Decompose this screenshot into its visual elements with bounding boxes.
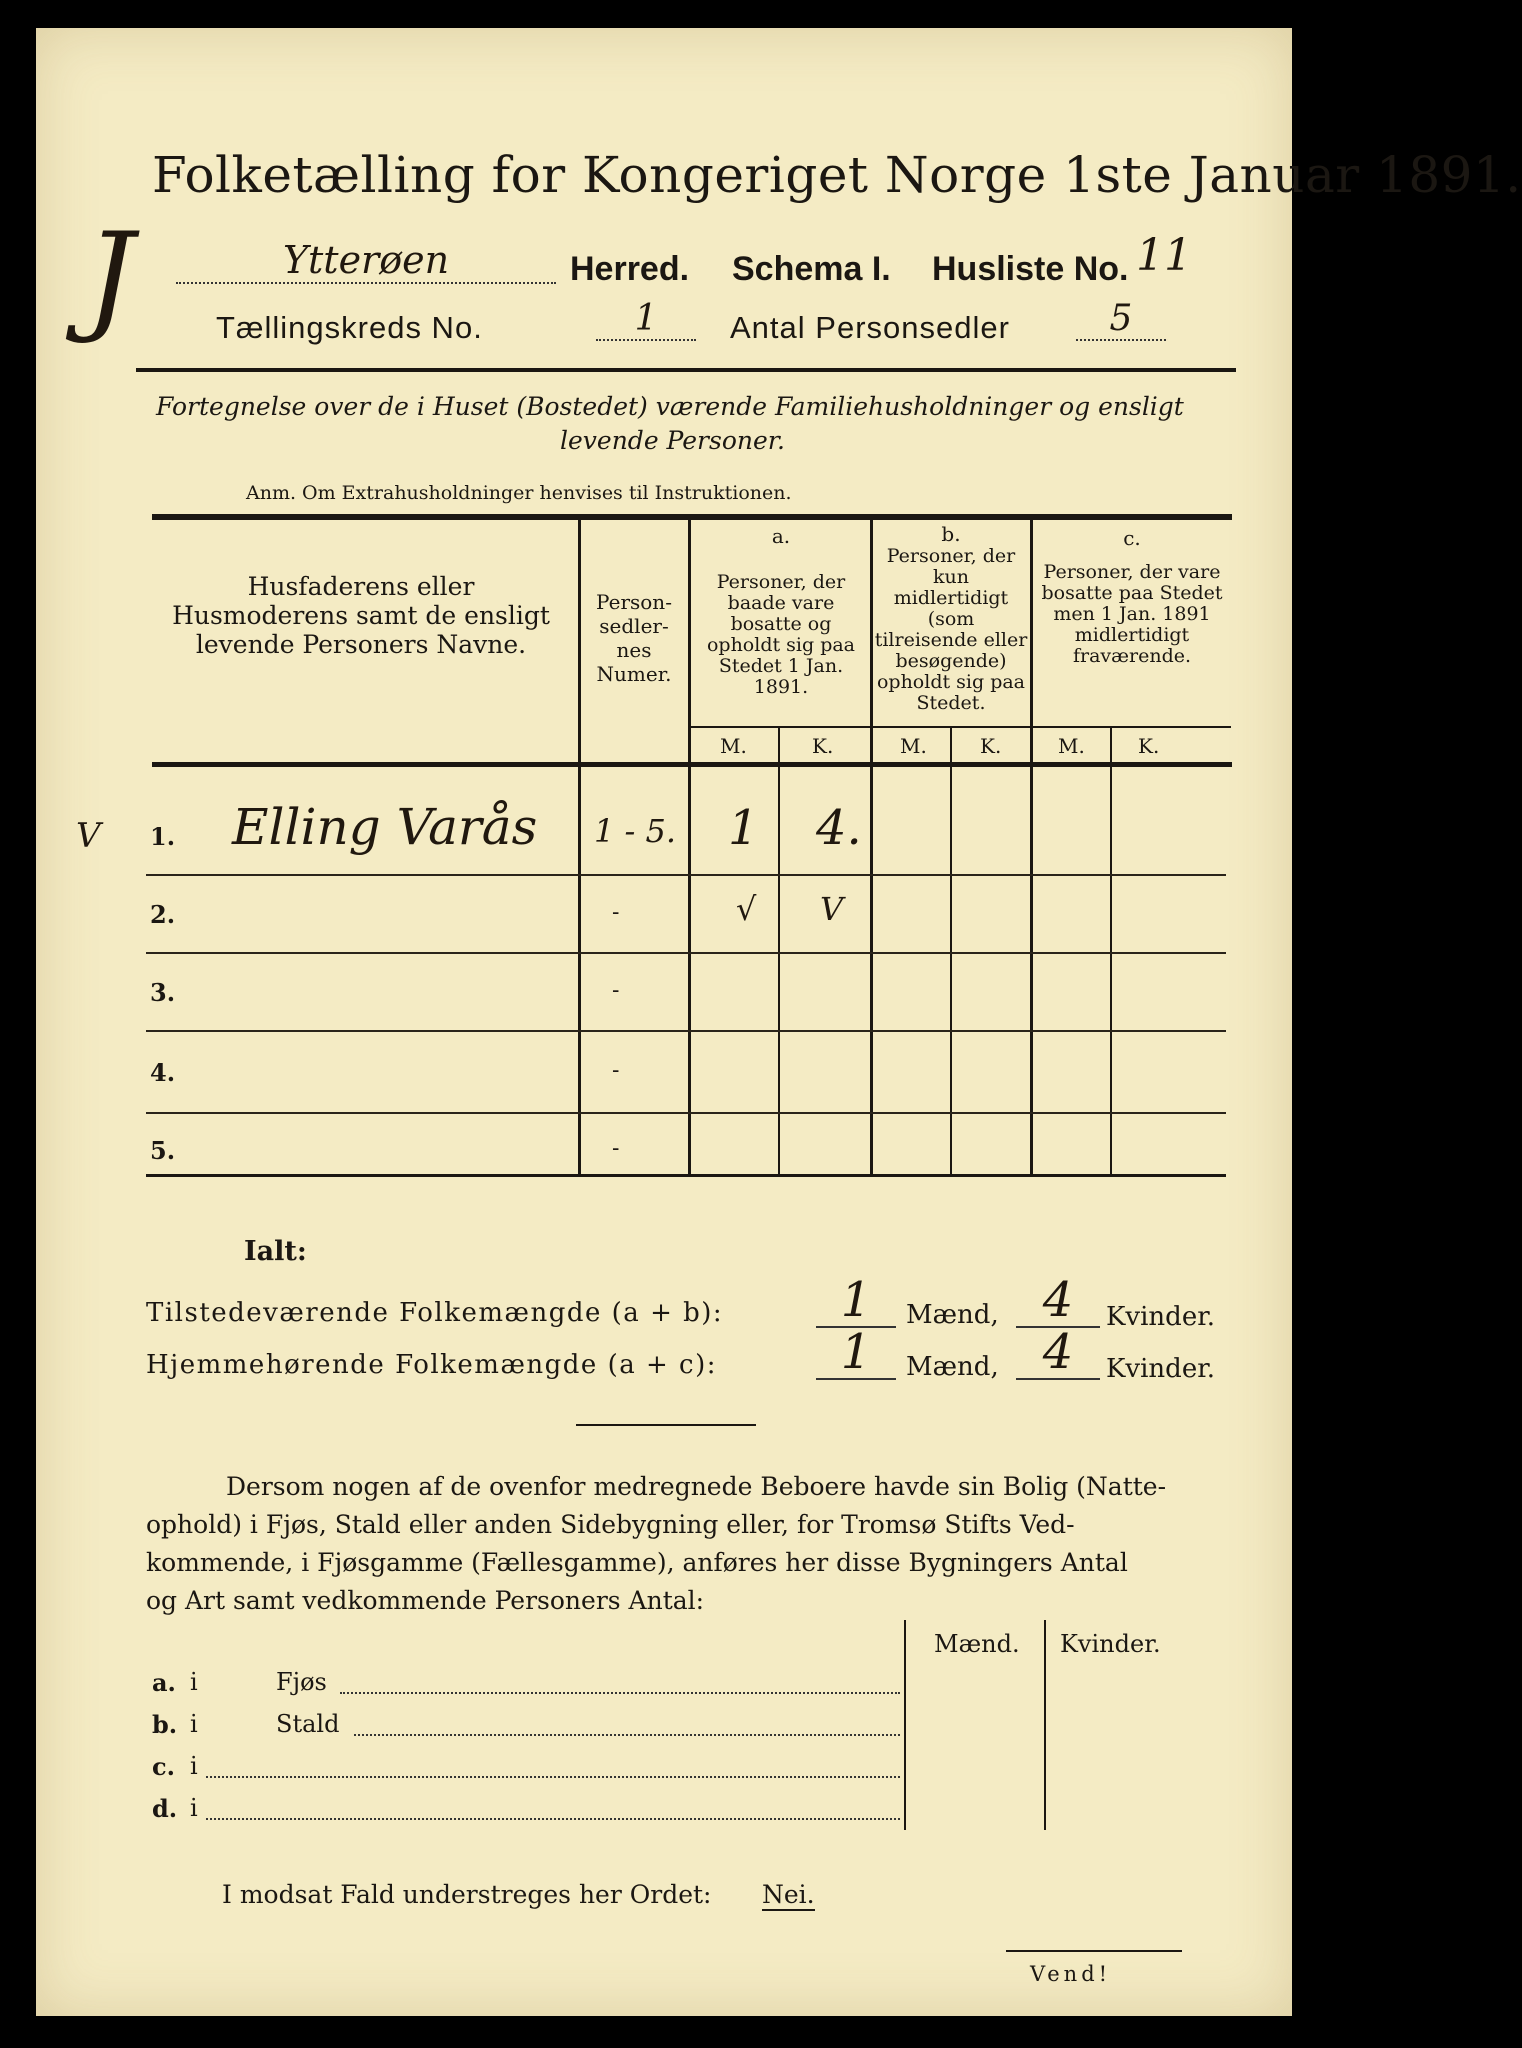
hjemme-label: Hjemmehørende Folkemængde (a + c): xyxy=(146,1350,717,1380)
row-1-name: Elling Varås xyxy=(232,798,538,856)
row-2-a-k: V xyxy=(820,890,844,928)
col-header-a-letter: a. xyxy=(771,524,791,548)
col-divider-4 xyxy=(1030,520,1033,1174)
row-4-rule xyxy=(146,1112,1226,1114)
row-5-number: 5. xyxy=(150,1136,176,1165)
tilstede-maend-value: 1 xyxy=(816,1274,896,1328)
vend-rule xyxy=(1006,1950,1182,1952)
row-3-rule xyxy=(146,1030,1226,1032)
row-1-a-k: 4. xyxy=(816,800,862,856)
col-divider-a-mk xyxy=(778,728,780,1174)
kreds-value: 1 xyxy=(596,298,696,341)
building-c-letter: c. xyxy=(152,1752,175,1781)
hjemme-maend-label: Mænd, xyxy=(906,1352,999,1382)
tilstede-label: Tilstedeværende Folkemængde (a + b): xyxy=(146,1298,724,1328)
building-a-label: Fjøs xyxy=(276,1668,327,1696)
herred-label: Herred. xyxy=(570,250,690,288)
section-divider xyxy=(576,1424,756,1426)
row-3-number: 3. xyxy=(150,978,176,1007)
buildings-maend-header: Mænd. xyxy=(934,1630,1020,1658)
buildings-divider-2 xyxy=(1044,1620,1046,1830)
buildings-divider-1 xyxy=(904,1620,906,1830)
row-5-numer: - xyxy=(612,1136,620,1161)
col-a-k: K. xyxy=(812,734,834,758)
hjemme-kvinder-value: 4 xyxy=(1016,1326,1100,1380)
building-d-dots xyxy=(206,1818,900,1820)
buildings-kvinder-header: Kvinder. xyxy=(1060,1630,1161,1658)
table-bottom-rule xyxy=(146,1174,1226,1177)
col-divider-1 xyxy=(578,520,581,1174)
row-1-number: 1. xyxy=(150,822,176,851)
building-b-label: Stald xyxy=(276,1710,340,1738)
row-2-numer: - xyxy=(612,900,620,925)
col-header-a: Personer, der baade vare bosatte og opholdt sig paa Stedet 1 Jan. 1891. xyxy=(706,571,856,698)
buildings-para-1: Dersom nogen af de ovenfor medregnede Beboere havde sin Bolig (Natte- xyxy=(226,1472,1167,1501)
form-title: Folketælling for Kongeriget Norge 1ste Januar 1891. xyxy=(152,146,1522,204)
col-a-m: M. xyxy=(720,734,747,758)
handwritten-flourish: J xyxy=(86,208,135,347)
hjemme-kvinder-label: Kvinder. xyxy=(1106,1354,1216,1384)
intro-line-1: Fortegnelse over de i Huset (Bostedet) værende Familiehusholdninger og ensligt xyxy=(156,392,1184,421)
census-form-page xyxy=(36,28,1522,2016)
intro-line-2: levende Personer. xyxy=(560,426,785,455)
row-4-numer: - xyxy=(612,1058,620,1083)
row-1-numer: 1 - 5. xyxy=(594,812,677,850)
table-top-rule xyxy=(152,514,1232,520)
building-a-letter: a. xyxy=(152,1668,176,1697)
buildings-para-4: og Art samt vedkommende Personers Antal: xyxy=(146,1586,705,1615)
antal-value: 5 xyxy=(1076,298,1166,341)
margin-check-mark: V xyxy=(76,816,101,856)
husliste-value: 11 xyxy=(1136,230,1192,281)
tilstede-kvinder-label: Kvinder. xyxy=(1106,1302,1216,1332)
tilstede-maend-label: Mænd, xyxy=(906,1300,999,1330)
col-header-c: Personer, der vare bosatte paa Stedet men 1 Jan. 1891 midlertidigt fraværende. xyxy=(1041,561,1223,667)
building-b-i: i xyxy=(190,1710,198,1738)
col-divider-c-mk xyxy=(1110,728,1112,1174)
col-divider-3 xyxy=(870,520,873,1174)
row-1-rule xyxy=(146,874,1226,876)
antal-label: Antal Personsedler xyxy=(730,310,1010,345)
building-d-letter: d. xyxy=(152,1794,178,1823)
col-header-b-letter: b. xyxy=(941,522,961,546)
building-d-i: i xyxy=(190,1794,198,1822)
col-divider-b-mk xyxy=(950,728,952,1174)
schema-label: Schema I. xyxy=(732,250,891,288)
modsat-text: I modsat Fald understreges her Ordet: xyxy=(222,1880,712,1909)
col-c-m: M. xyxy=(1058,734,1085,758)
col-header-names: Husfaderens eller Husmoderens samt de ensligt levende Personers Navne. xyxy=(172,572,550,659)
hjemme-maend-value: 1 xyxy=(816,1326,896,1380)
vend-text: Vend! xyxy=(1030,1962,1112,1986)
tilstede-kvinder-value: 4 xyxy=(1016,1274,1100,1328)
building-b-dots xyxy=(354,1734,900,1736)
kreds-label: Tællingskreds No. xyxy=(216,310,483,345)
col-b-k: K. xyxy=(980,734,1002,758)
building-a-dots xyxy=(340,1692,900,1694)
building-c-dots xyxy=(206,1776,900,1778)
col-divider-2 xyxy=(688,520,691,1174)
building-c-i: i xyxy=(190,1752,198,1780)
husliste-label: Husliste No. xyxy=(932,250,1129,288)
ialt-label: Ialt: xyxy=(244,1236,307,1267)
nei-word: Nei. xyxy=(762,1880,815,1909)
mk-subheader-rule xyxy=(691,726,1231,728)
col-header-c-letter: c. xyxy=(1123,526,1141,550)
buildings-para-2: ophold) i Fjøs, Stald eller anden Sidebygning eller, for Tromsø Stifts Ved- xyxy=(146,1510,1075,1539)
col-header-numer: Person-sedler-nes Numer. xyxy=(596,590,672,686)
col-b-m: M. xyxy=(900,734,927,758)
building-b-letter: b. xyxy=(152,1710,178,1739)
header-rule xyxy=(136,368,1236,372)
row-1-a-m: 1 xyxy=(728,800,759,856)
table-header-rule xyxy=(152,762,1232,767)
row-2-number: 2. xyxy=(150,900,176,929)
row-3-numer: - xyxy=(612,978,620,1003)
row-4-number: 4. xyxy=(150,1058,176,1087)
col-header-b: Personer, der kun midlertidigt (som tilreisende eller besøgende) opholdt sig paa Stedet. xyxy=(874,545,1028,714)
building-a-i: i xyxy=(190,1668,198,1696)
anm-note: Anm. Om Extrahusholdninger henvises til Instruktionen. xyxy=(246,482,792,504)
row-2-rule xyxy=(146,952,1226,954)
row-2-a-m: √ xyxy=(736,890,757,928)
herred-value: Ytterøen xyxy=(176,238,556,284)
col-c-k: K. xyxy=(1138,734,1160,758)
buildings-para-3: kommende, i Fjøsgamme (Fællesgamme), anføres her disse Bygningers Antal xyxy=(146,1548,1128,1577)
